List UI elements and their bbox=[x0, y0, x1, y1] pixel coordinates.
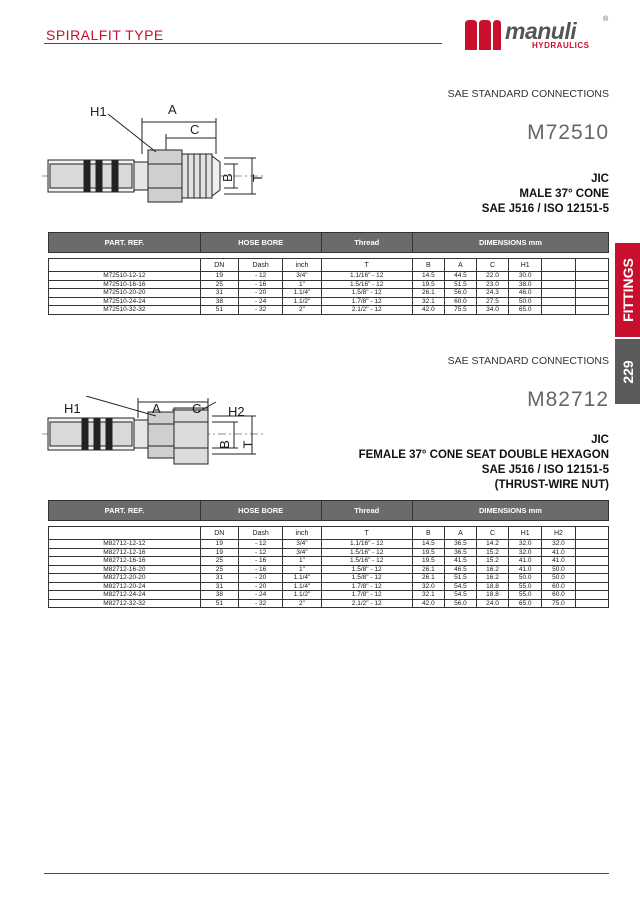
table-cell: 1" bbox=[283, 557, 321, 566]
table-cell: 24.3 bbox=[476, 289, 508, 298]
table-cell: - 20 bbox=[238, 289, 282, 298]
table-cell: 25 bbox=[200, 557, 238, 566]
table-cell: 1.1/4" bbox=[283, 289, 321, 298]
table-row bbox=[49, 548, 609, 557]
table-cell: 19 bbox=[200, 548, 238, 557]
table-cell: 1.1/16" - 12 bbox=[321, 540, 412, 549]
product-1-desc-line: JIC bbox=[591, 173, 609, 185]
table-cell: 1.7/8" - 12 bbox=[321, 582, 412, 591]
sub-header: C bbox=[476, 259, 508, 272]
table-cell: 2" bbox=[283, 599, 321, 608]
dim-label-b: B bbox=[216, 440, 232, 449]
table-cell bbox=[575, 557, 608, 566]
sub-header: A bbox=[444, 259, 476, 272]
product-1-desc-line: SAE J516 / ISO 12151-5 bbox=[481, 203, 609, 215]
table-cell: 3/4" bbox=[283, 548, 321, 557]
table-cell: 19 bbox=[200, 540, 238, 549]
logo-registered-mark: ® bbox=[603, 16, 609, 23]
table-cell: 1.5/8" - 12 bbox=[321, 289, 412, 298]
table-cell: 16.2 bbox=[476, 574, 508, 583]
table-cell: 32.0 bbox=[542, 540, 575, 549]
manuli-logo bbox=[463, 18, 613, 54]
page-number-tab bbox=[615, 339, 640, 404]
table-cell: 75.0 bbox=[542, 599, 575, 608]
table-cell: 50.0 bbox=[509, 574, 542, 583]
table-row bbox=[49, 599, 609, 608]
table-cell bbox=[575, 565, 608, 574]
sub-header: DN bbox=[200, 527, 238, 540]
table-cell: 50.0 bbox=[509, 297, 542, 306]
product-2-table-body bbox=[49, 540, 609, 608]
table-cell: M82712-16-16 bbox=[49, 557, 201, 566]
table-cell: 55.0 bbox=[509, 591, 542, 600]
table-cell: 3/4" bbox=[283, 540, 321, 549]
page-number: 229 bbox=[619, 359, 636, 384]
sub-header: H2 bbox=[542, 527, 575, 540]
table-cell: - 32 bbox=[238, 599, 282, 608]
col-group-thread: Thread bbox=[321, 501, 412, 521]
table-cell: M82712-24-24 bbox=[49, 591, 201, 600]
sub-header bbox=[542, 259, 575, 272]
table-cell: 1.5/16" - 12 bbox=[321, 557, 412, 566]
table-cell: 38 bbox=[200, 297, 238, 306]
table-row bbox=[49, 591, 609, 600]
table-cell bbox=[575, 289, 608, 298]
table-cell: 18.8 bbox=[476, 582, 508, 591]
table-row bbox=[49, 297, 609, 306]
dim-label-t: T bbox=[250, 174, 265, 182]
table-cell: 14.5 bbox=[412, 540, 444, 549]
col-group-part-ref: PART. REF. bbox=[49, 501, 201, 521]
table-cell: 54.5 bbox=[444, 591, 476, 600]
table-cell: 51.5 bbox=[444, 280, 476, 289]
table-cell: M72510-32-32 bbox=[49, 306, 201, 315]
table-cell bbox=[575, 306, 608, 315]
table-cell: M82712-32-32 bbox=[49, 599, 201, 608]
product-2-code: M82712 bbox=[527, 388, 609, 411]
table-cell: 55.0 bbox=[509, 582, 542, 591]
table-cell: 50.0 bbox=[542, 565, 575, 574]
product-1-desc-line: MALE 37° CONE bbox=[519, 188, 609, 200]
table-row bbox=[49, 540, 609, 549]
table-cell: 1" bbox=[283, 565, 321, 574]
table-cell: M72510-24-24 bbox=[49, 297, 201, 306]
table-cell: 60.0 bbox=[444, 297, 476, 306]
table-cell: 19 bbox=[200, 272, 238, 281]
table-cell: 15.2 bbox=[476, 557, 508, 566]
sub-header: B bbox=[412, 259, 444, 272]
table-cell: 42.0 bbox=[412, 306, 444, 315]
sub-header: C bbox=[476, 527, 508, 540]
table-cell: - 12 bbox=[238, 272, 282, 281]
product-2-desc-line: FEMALE 37° CONE SEAT DOUBLE HEXAGON bbox=[358, 449, 609, 461]
table-cell: 60.0 bbox=[542, 582, 575, 591]
table-cell: 25 bbox=[200, 280, 238, 289]
table-cell bbox=[575, 272, 608, 281]
product-2-description bbox=[359, 433, 609, 493]
table-cell: 41.0 bbox=[509, 557, 542, 566]
table-cell bbox=[575, 582, 608, 591]
table-cell: M82712-12-16 bbox=[49, 548, 201, 557]
table-cell: 2" bbox=[283, 306, 321, 315]
table-cell: M82712-20-20 bbox=[49, 574, 201, 583]
table-cell: M82712-12-12 bbox=[49, 540, 201, 549]
table-cell: 14.5 bbox=[412, 272, 444, 281]
table-cell: 2.1/2" - 12 bbox=[321, 306, 412, 315]
sub-header bbox=[575, 259, 608, 272]
logo-subtitle: HYDRAULICS bbox=[532, 41, 590, 50]
table-cell: 26.1 bbox=[412, 289, 444, 298]
table-cell: 32.1 bbox=[412, 297, 444, 306]
product-1-description bbox=[482, 172, 609, 217]
table-cell: 3/4" bbox=[283, 272, 321, 281]
table-cell: 15.2 bbox=[476, 548, 508, 557]
product-1-table-body bbox=[49, 272, 609, 315]
table-cell bbox=[542, 306, 575, 315]
table-cell: - 16 bbox=[238, 557, 282, 566]
sub-header: A bbox=[444, 527, 476, 540]
table-cell: 38 bbox=[200, 591, 238, 600]
table-cell: 46.0 bbox=[509, 289, 542, 298]
table-cell: 26.1 bbox=[412, 574, 444, 583]
table-cell bbox=[542, 272, 575, 281]
table-cell: 25 bbox=[200, 565, 238, 574]
table-cell: 36.5 bbox=[444, 548, 476, 557]
table-cell: 1.5/8" - 12 bbox=[321, 565, 412, 574]
table-cell bbox=[542, 280, 575, 289]
table-cell: 75.5 bbox=[444, 306, 476, 315]
table-cell: 32.0 bbox=[509, 548, 542, 557]
sub-header: Dash bbox=[238, 527, 282, 540]
table-cell: 19.5 bbox=[412, 280, 444, 289]
table-cell: 2.1/2" - 12 bbox=[321, 599, 412, 608]
col-group-thread: Thread bbox=[321, 233, 412, 253]
table-row bbox=[49, 289, 609, 298]
table-cell: 30.0 bbox=[509, 272, 542, 281]
table-cell: 51.5 bbox=[444, 574, 476, 583]
table-cell: 65.0 bbox=[509, 599, 542, 608]
table-row bbox=[49, 582, 609, 591]
table-row bbox=[49, 272, 609, 281]
table-cell: M82712-20-24 bbox=[49, 582, 201, 591]
table-cell: 1.1/4" bbox=[283, 574, 321, 583]
footer-divider bbox=[44, 873, 609, 874]
table-cell: 51 bbox=[200, 599, 238, 608]
table-cell: 41.0 bbox=[509, 565, 542, 574]
table-cell: - 24 bbox=[238, 591, 282, 600]
dim-label-c: C bbox=[190, 122, 200, 137]
section-tab bbox=[615, 243, 640, 337]
dim-label-a: A bbox=[168, 102, 177, 117]
table-cell: - 16 bbox=[238, 565, 282, 574]
sub-header: inch bbox=[283, 527, 321, 540]
table-cell: 26.1 bbox=[412, 565, 444, 574]
table-cell bbox=[575, 540, 608, 549]
table-cell: 16.2 bbox=[476, 565, 508, 574]
table-row bbox=[49, 306, 609, 315]
table-cell: 42.0 bbox=[412, 599, 444, 608]
table-row bbox=[49, 557, 609, 566]
sub-header: H1 bbox=[509, 527, 542, 540]
col-group-dimensions: DIMENSIONS mm bbox=[412, 501, 608, 521]
table-cell: 1.7/8" - 12 bbox=[321, 297, 412, 306]
table-cell: 1.1/2" bbox=[283, 591, 321, 600]
dim-label-c: C bbox=[192, 401, 202, 416]
table-cell bbox=[575, 297, 608, 306]
table-row bbox=[49, 574, 609, 583]
product-2-desc-line: SAE J516 / ISO 12151-5 bbox=[481, 464, 609, 476]
table-cell: - 12 bbox=[238, 548, 282, 557]
table-cell: 32.0 bbox=[412, 582, 444, 591]
table-cell: 27.5 bbox=[476, 297, 508, 306]
col-group-hose-bore: HOSE BORE bbox=[200, 233, 321, 253]
logo-wordmark: manuli bbox=[505, 18, 577, 44]
table-cell: 1" bbox=[283, 280, 321, 289]
product-1-code: M72510 bbox=[527, 121, 609, 144]
table-row bbox=[49, 565, 609, 574]
col-group-dimensions: DIMENSIONS mm bbox=[412, 233, 608, 253]
sub-header: T bbox=[321, 259, 412, 272]
table-cell: 31 bbox=[200, 574, 238, 583]
table-cell: M72510-20-20 bbox=[49, 289, 201, 298]
table-subheader-row bbox=[49, 527, 609, 540]
table-cell: 1.5/16" - 12 bbox=[321, 280, 412, 289]
table-cell: 31 bbox=[200, 289, 238, 298]
section-tab-label: FITTINGS bbox=[619, 258, 636, 322]
table-cell: 19.5 bbox=[412, 548, 444, 557]
series-title: SPIRALFIT TYPE bbox=[46, 27, 164, 43]
table-cell bbox=[575, 599, 608, 608]
table-cell: 56.0 bbox=[444, 289, 476, 298]
product-2-section-note: SAE STANDARD CONNECTIONS bbox=[447, 355, 609, 367]
table-cell: 1.1/16" - 12 bbox=[321, 272, 412, 281]
table-cell: 24.0 bbox=[476, 599, 508, 608]
table-cell: 41.0 bbox=[542, 557, 575, 566]
table-cell bbox=[542, 289, 575, 298]
table-cell: 65.0 bbox=[509, 306, 542, 315]
table-cell: 56.0 bbox=[444, 599, 476, 608]
table-row bbox=[49, 280, 609, 289]
table-cell: 18.8 bbox=[476, 591, 508, 600]
table-cell: 1.1/4" bbox=[283, 582, 321, 591]
table-cell: 23.0 bbox=[476, 280, 508, 289]
section-side-tab bbox=[615, 243, 640, 404]
table-cell: 38.0 bbox=[509, 280, 542, 289]
table-cell: 1.5/8" - 12 bbox=[321, 574, 412, 583]
table-cell: - 12 bbox=[238, 540, 282, 549]
product-1-section-note: SAE STANDARD CONNECTIONS bbox=[447, 88, 609, 100]
table-cell: 32.1 bbox=[412, 591, 444, 600]
table-cell bbox=[575, 548, 608, 557]
sub-header: inch bbox=[283, 259, 321, 272]
dim-label-h2: H2 bbox=[228, 404, 245, 419]
table-cell bbox=[575, 280, 608, 289]
table-cell: - 24 bbox=[238, 297, 282, 306]
table-cell: 19.5 bbox=[412, 557, 444, 566]
table-cell: 41.0 bbox=[542, 548, 575, 557]
table-cell: 46.5 bbox=[444, 565, 476, 574]
table-cell: 44.5 bbox=[444, 272, 476, 281]
sub-header: DN bbox=[200, 259, 238, 272]
dim-label-h1: H1 bbox=[90, 104, 107, 119]
product-1-fitting-drawing bbox=[38, 92, 278, 227]
table-cell: - 32 bbox=[238, 306, 282, 315]
product-2-desc-line: (THRUST-WIRE NUT) bbox=[494, 479, 609, 491]
table-subheader-row bbox=[49, 259, 609, 272]
dim-label-a: A bbox=[152, 401, 161, 416]
table-cell: 1.1/2" bbox=[283, 297, 321, 306]
table-cell: 22.0 bbox=[476, 272, 508, 281]
table-cell: 60.0 bbox=[542, 591, 575, 600]
table-cell bbox=[575, 574, 608, 583]
sub-header bbox=[49, 527, 201, 540]
dim-label-b: B bbox=[220, 173, 235, 182]
product-1-spec-table bbox=[48, 232, 609, 315]
table-cell: 34.0 bbox=[476, 306, 508, 315]
table-cell: 14.2 bbox=[476, 540, 508, 549]
col-group-hose-bore: HOSE BORE bbox=[200, 501, 321, 521]
table-cell: - 20 bbox=[238, 574, 282, 583]
table-cell: M72510-12-12 bbox=[49, 272, 201, 281]
table-cell: 50.0 bbox=[542, 574, 575, 583]
table-cell bbox=[542, 297, 575, 306]
logo-mark-icon bbox=[463, 18, 503, 52]
product-2-desc-line: JIC bbox=[591, 434, 609, 446]
table-cell: 31 bbox=[200, 582, 238, 591]
sub-header: H1 bbox=[509, 259, 542, 272]
dim-label-h1: H1 bbox=[64, 401, 81, 416]
table-cell: 51 bbox=[200, 306, 238, 315]
product-2-spec-table bbox=[48, 500, 609, 608]
sub-header bbox=[575, 527, 608, 540]
table-cell: - 16 bbox=[238, 280, 282, 289]
col-group-part-ref: PART. REF. bbox=[49, 233, 201, 253]
header-divider bbox=[44, 43, 442, 44]
table-cell: M72510-16-16 bbox=[49, 280, 201, 289]
sub-header: B bbox=[412, 527, 444, 540]
table-cell: 32.0 bbox=[509, 540, 542, 549]
table-cell: 41.5 bbox=[444, 557, 476, 566]
table-cell: 54.5 bbox=[444, 582, 476, 591]
sub-header: T bbox=[321, 527, 412, 540]
dim-label-t: T bbox=[240, 440, 256, 449]
sub-header: Dash bbox=[238, 259, 282, 272]
table-cell bbox=[575, 591, 608, 600]
table-cell: 1.5/16" - 12 bbox=[321, 548, 412, 557]
table-cell: M82712-16-20 bbox=[49, 565, 201, 574]
table-cell: 36.5 bbox=[444, 540, 476, 549]
table-cell: - 20 bbox=[238, 582, 282, 591]
sub-header bbox=[49, 259, 201, 272]
table-cell: 1.7/8" - 12 bbox=[321, 591, 412, 600]
